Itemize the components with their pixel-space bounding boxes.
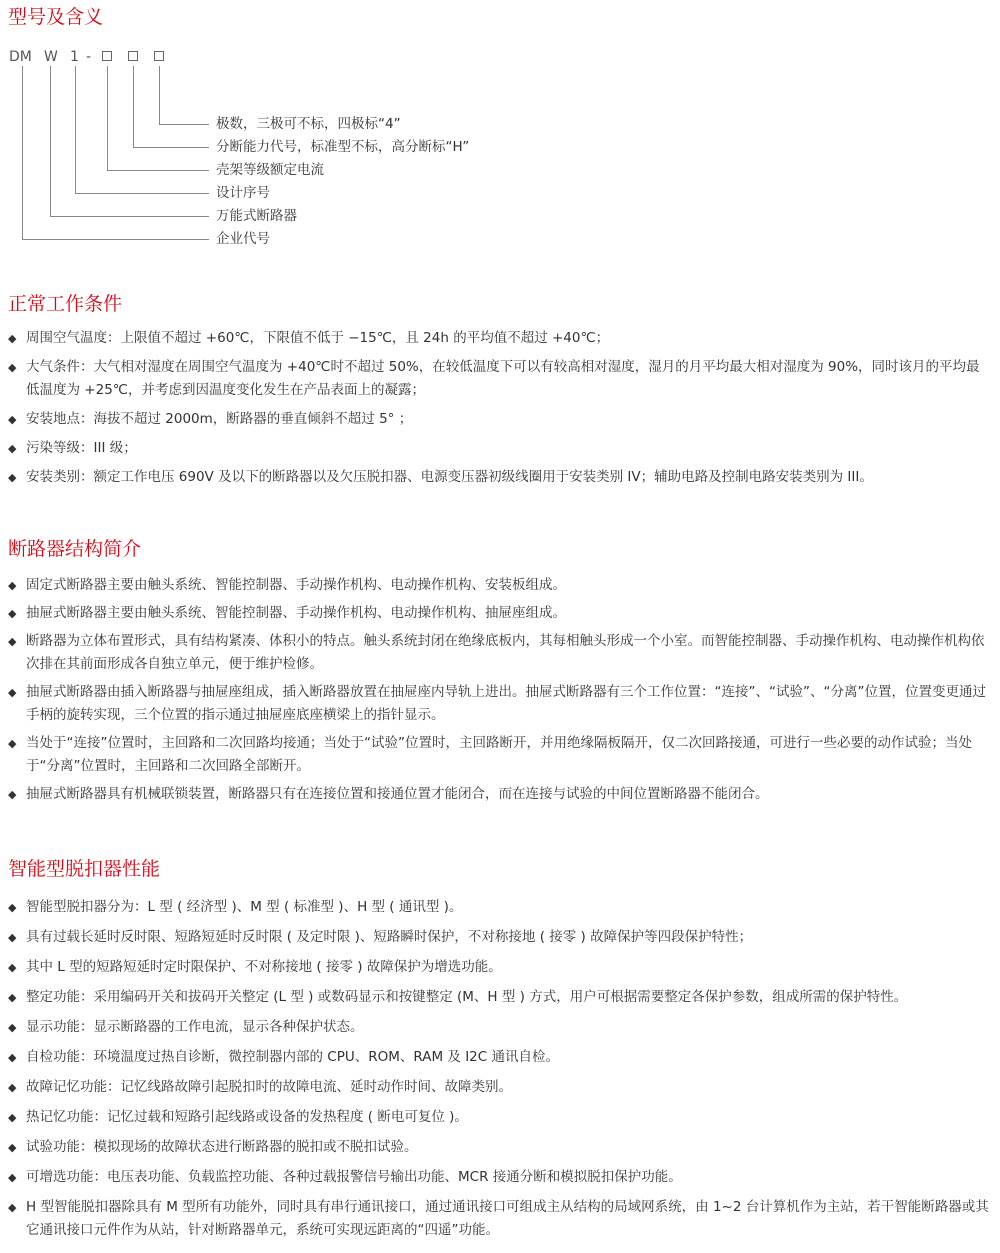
list-item <box>8 1076 993 1099</box>
list-item-text: 显示功能：显示断路器的工作电流，显示各种保护状态。 <box>26 1019 364 1035</box>
code-design-no: 1 <box>70 49 79 65</box>
code-universal: W <box>44 49 58 65</box>
list-item <box>8 896 993 919</box>
bullet-diamond-icon: ◆ <box>8 1081 17 1094</box>
structure-list <box>8 574 993 806</box>
list-item-text: 整定功能：采用编码开关和拔码开关整定 (L 型 ) 或数码显示和按键整定 (M、H 型 ) 方式，用户可根据需要整定各保护参数，组成所需的保护特性。 <box>26 989 908 1005</box>
bullet-diamond-icon: ◆ <box>8 579 17 592</box>
label-breaking-capacity: 分断能力代号，标准型不标，高分断标“H” <box>216 139 470 155</box>
bullet-diamond-icon: ◆ <box>8 442 17 455</box>
section-title-model: 型号及含义 <box>8 6 104 28</box>
bullet-diamond-icon: ◆ <box>8 1171 17 1184</box>
list-item-text: 抽屉式断路器由插入断路器与抽屉座组成，插入断路器放置在抽屉座内导轨上进出。抽屉式断路器有三个工作位置：“连接”、“试验”、“分离”位置，位置变更通过手柄的旋转实现，三个位置的指示通过抽屉座底座横梁上的指针显示。 <box>26 684 986 723</box>
list-item-text: 试验功能：模拟现场的故障状态进行断路器的脱扣或不脱扣试验。 <box>26 1139 418 1155</box>
bullet-diamond-icon: ◆ <box>8 413 17 426</box>
connector-line <box>133 147 209 148</box>
list-item <box>8 1136 993 1159</box>
connector-line <box>50 66 51 216</box>
list-item <box>8 1106 993 1129</box>
list-item-text: 固定式断路器主要由触头系统、智能控制器、手动操作机构、电动操作机构、安装板组成。 <box>26 577 566 593</box>
trip-unit-list <box>8 896 993 1242</box>
list-item-text: 其中 L 型的短路短延时定时限保护、不对称接地 ( 接零 ) 故障保护为增选功能。 <box>26 959 502 975</box>
list-item <box>8 681 993 727</box>
label-design-number: 设计序号 <box>216 185 270 201</box>
list-item-text: 抽屉式断路器具有机械联锁装置，断路器只有在连接位置和接通位置才能闭合，而在连接与试验的中间位置断路器不能闭合。 <box>26 786 769 802</box>
list-item-text: 可增选功能：电压表功能、负载监控功能、各种过载报警信号输出功能、MCR 接通分断和模拟脱扣保护功能。 <box>26 1169 682 1185</box>
bullet-diamond-icon: ◆ <box>8 1051 17 1064</box>
list-item-text: 热记忆功能：记忆过载和短路引起线路或设备的发热程度 ( 断电可复位 )。 <box>26 1109 468 1125</box>
label-universal-breaker: 万能式断路器 <box>216 208 297 224</box>
list-item <box>8 1016 993 1039</box>
label-enterprise-code: 企业代号 <box>216 231 270 247</box>
code-enterprise: DM <box>9 49 32 65</box>
bullet-diamond-icon: ◆ <box>8 1141 17 1154</box>
section-title-structure: 断路器结构简介 <box>8 538 142 560</box>
bullet-diamond-icon: ◆ <box>8 931 17 944</box>
list-item-text: 故障记忆功能：记忆线路故障引起脱扣时的故障电流、延时动作时间、故障类别。 <box>26 1079 512 1095</box>
connector-line <box>133 66 134 147</box>
bullet-diamond-icon: ◆ <box>8 1201 17 1214</box>
list-item-text: 断路器为立体布置形式，具有结构紧凑、体积小的特点。触头系统封闭在绝缘底板内，其每相触头形成一个小室。而智能控制器、手动操作机构、电动操作机构依次排在其前面形成各自独立单元，便于维护检修。 <box>26 633 985 672</box>
list-item <box>8 466 993 489</box>
bullet-diamond-icon: ◆ <box>8 1021 17 1034</box>
connector-line <box>107 170 209 171</box>
bullet-diamond-icon: ◆ <box>8 332 17 345</box>
list-item-text: 智能型脱扣器分为：L 型 ( 经济型 )、M 型 ( 标准型 )、H 型 ( 通讯型 )。 <box>26 899 463 915</box>
bullet-diamond-icon: ◆ <box>8 961 17 974</box>
list-item-text: H 型智能脱扣器除具有 M 型所有功能外，同时具有串行通讯接口，通过通讯接口可组成主从结构的局域网系统，由 1~2 台计算机作为主站，若干智能断路器或其它通讯接口元件作为从站，针对断路器单元，系统可实现远距离的“四遥”功能。 <box>26 1199 989 1238</box>
list-item <box>8 732 993 778</box>
list-item-text: 抽屉式断路器主要由触头系统、智能控制器、手动操作机构、电动操作机构、抽屉座组成。 <box>26 605 566 621</box>
list-item <box>8 437 993 460</box>
list-item-text: 自检功能：环境温度过热自诊断，微控制器内部的 CPU、ROM、RAM 及 I2C 通讯自检。 <box>26 1049 559 1065</box>
bullet-diamond-icon: ◆ <box>8 901 17 914</box>
bullet-diamond-icon: ◆ <box>8 686 17 699</box>
list-item <box>8 926 993 949</box>
bullet-diamond-icon: ◆ <box>8 737 17 750</box>
bullet-diamond-icon: ◆ <box>8 991 17 1004</box>
bullet-diamond-icon: ◆ <box>8 361 17 374</box>
list-item-text: 安装地点：海拔不超过 2000m，断路器的垂直倾斜不超过 5° ； <box>26 411 413 427</box>
list-item-text: 具有过载长延时反时限、短路短延时反时限 ( 及定时限 )、短路瞬时保护，不对称接地 ( 接零 ) 故障保护等四段保护特性； <box>26 929 753 945</box>
bullet-diamond-icon: ◆ <box>8 635 17 648</box>
list-item-text: 大气条件：大气相对湿度在周围空气温度为 +40℃时不超过 50%，在较低温度下可以有较高相对湿度，湿月的月平均最大相对湿度为 90%，同时该月的平均最低温度为 +25℃，并考虑到因温度变化发生在产品表面上的凝露； <box>26 359 980 398</box>
label-poles: 极数，三极可不标，四极标“4” <box>216 116 401 132</box>
section-title-trip-unit: 智能型脱扣器性能 <box>8 858 161 880</box>
connector-line <box>75 66 76 193</box>
list-item <box>8 1046 993 1069</box>
list-item <box>8 1196 993 1242</box>
code-box-current <box>102 51 112 61</box>
list-item <box>8 986 993 1009</box>
connector-line <box>22 66 23 239</box>
conditions-list <box>8 327 993 489</box>
list-item <box>8 327 993 350</box>
code-box-poles <box>154 51 164 61</box>
list-item-text: 污染等级：III 级； <box>26 440 137 456</box>
list-item <box>8 574 993 597</box>
list-item <box>8 783 993 806</box>
list-item <box>8 408 993 431</box>
connector-line <box>22 239 209 240</box>
list-item <box>8 630 993 676</box>
label-frame-current: 壳架等级额定电流 <box>216 162 324 178</box>
code-dash: - <box>86 49 92 65</box>
bullet-diamond-icon: ◆ <box>8 788 17 801</box>
list-item <box>8 602 993 625</box>
section-title-conditions: 正常工作条件 <box>8 293 123 315</box>
connector-line <box>75 193 209 194</box>
connector-line <box>50 216 209 217</box>
code-box-breaking <box>128 51 138 61</box>
list-item-text: 安装类别：额定工作电压 690V 及以下的断路器以及欠压脱扣器、电源变压器初级线圈用于安装类别 IV；辅助电路及控制电路安装类别为 III。 <box>26 469 873 485</box>
bullet-diamond-icon: ◆ <box>8 1111 17 1124</box>
list-item <box>8 956 993 979</box>
list-item-text: 周围空气温度：上限值不超过 +60℃，下限值不低于 −15℃，且 24h 的平均值不超过 +40℃； <box>26 330 610 346</box>
list-item <box>8 356 993 402</box>
bullet-diamond-icon: ◆ <box>8 471 17 484</box>
bullet-diamond-icon: ◆ <box>8 607 17 620</box>
list-item-text: 当处于“连接”位置时，主回路和二次回路均接通；当处于“试验”位置时，主回路断开，并用绝缘隔板隔开，仅二次回路接通，可进行一些必要的动作试验；当处于“分离”位置时，主回路和二次回路全部断开。 <box>26 735 972 774</box>
connector-line <box>159 66 160 124</box>
connector-line <box>107 66 108 170</box>
list-item <box>8 1166 993 1189</box>
connector-line <box>159 124 209 125</box>
